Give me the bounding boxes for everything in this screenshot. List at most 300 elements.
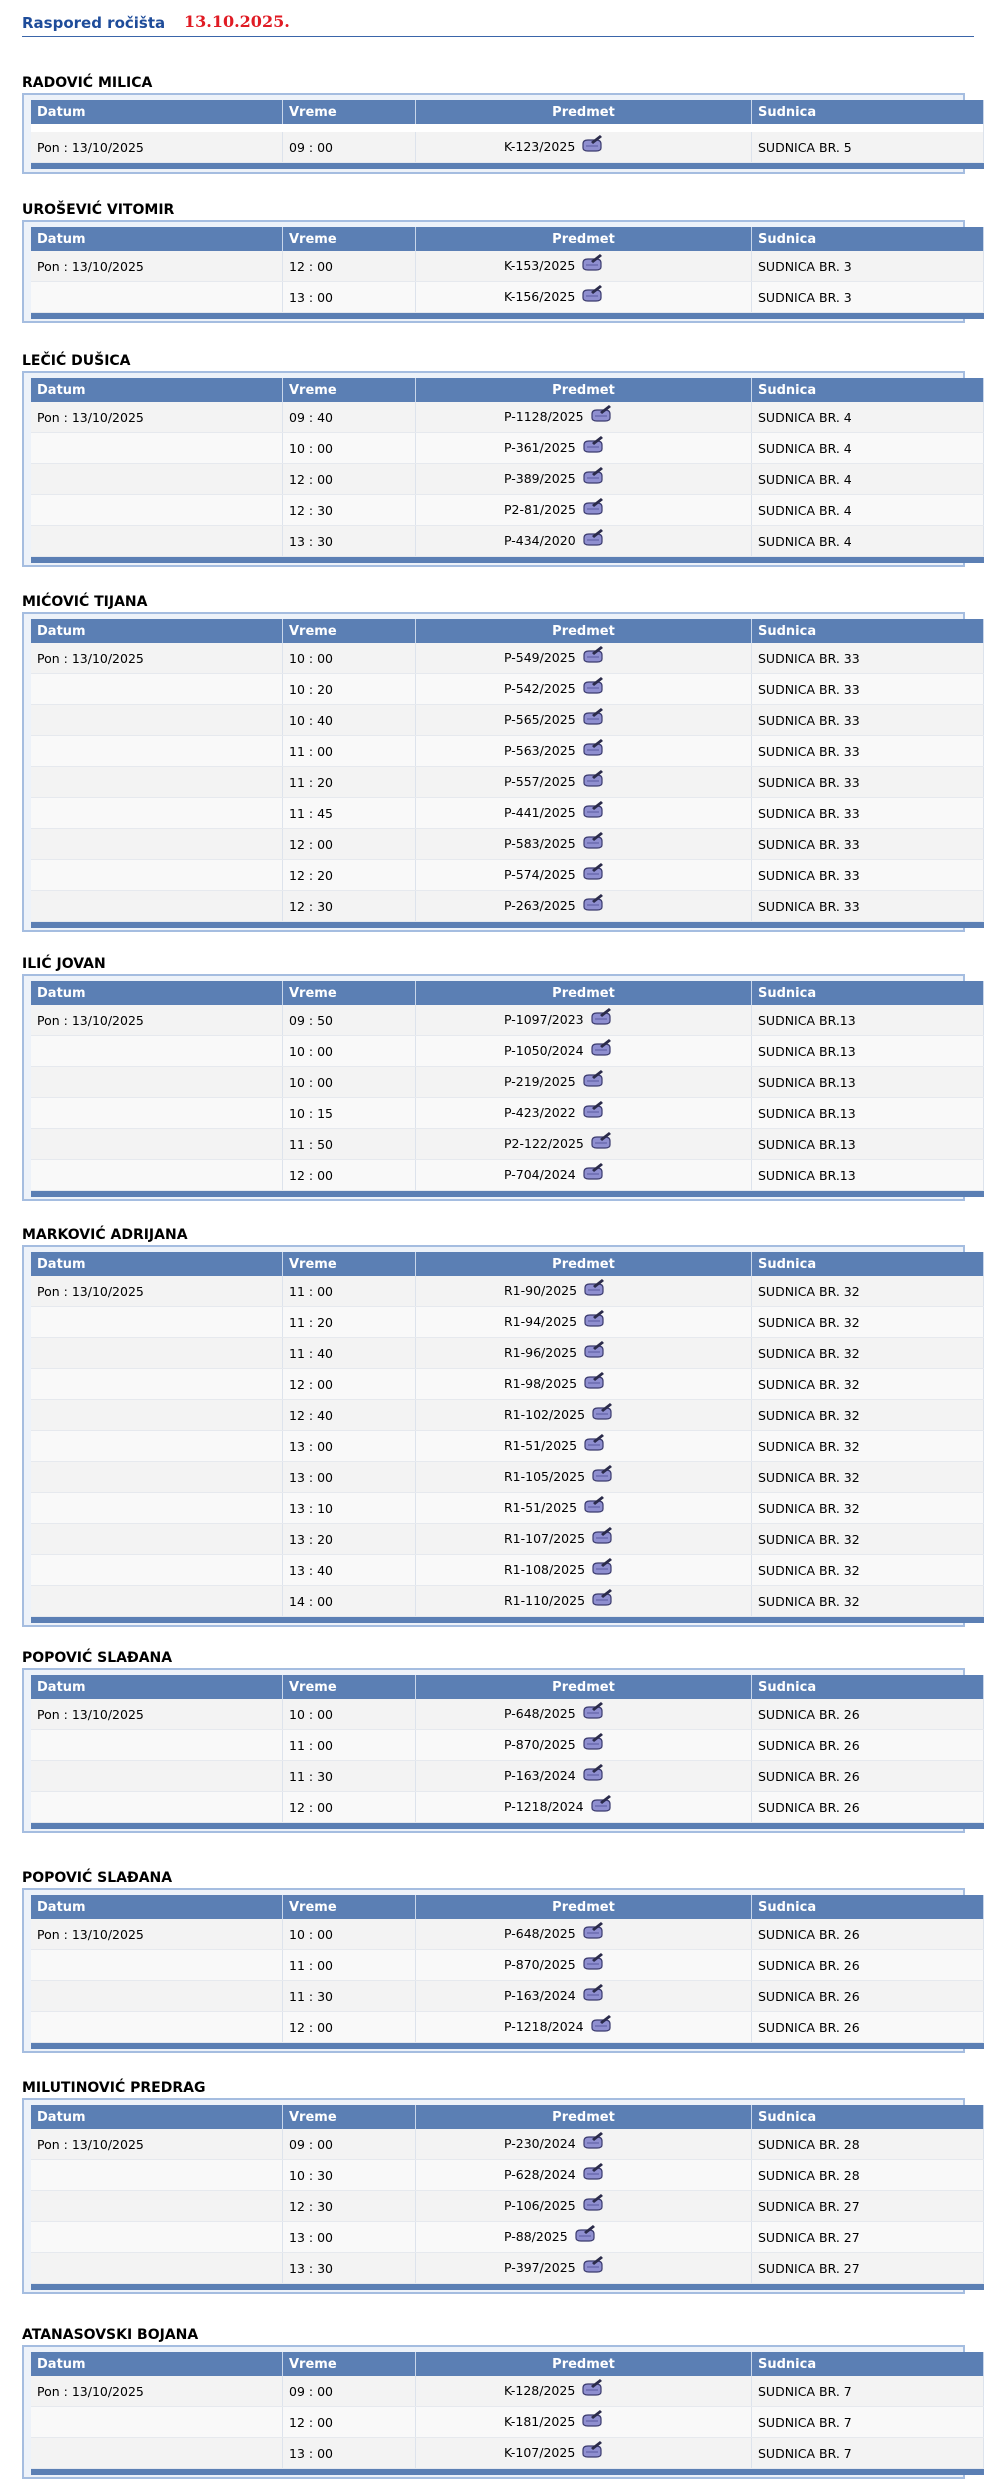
hearing-time: 13 : 00 bbox=[283, 2438, 416, 2469]
table-row bbox=[31, 464, 984, 495]
hearing-case bbox=[416, 2376, 752, 2407]
hearing-date: Pon : 13/10/2025 bbox=[31, 2376, 283, 2407]
hearing-case bbox=[416, 1586, 752, 1617]
gavel-icon[interactable] bbox=[582, 1100, 604, 1121]
case-number-wrap bbox=[504, 1924, 604, 1945]
gavel-icon[interactable] bbox=[582, 1162, 604, 1183]
hearing-courtroom: SUDNICA BR. 7 bbox=[752, 2438, 984, 2469]
gavel-icon[interactable] bbox=[583, 1278, 605, 1299]
hearing-time: 14 : 00 bbox=[283, 1586, 416, 1617]
table-row bbox=[31, 1586, 984, 1617]
gavel-icon[interactable] bbox=[590, 1007, 612, 1028]
hearing-courtroom: SUDNICA BR. 32 bbox=[752, 1338, 984, 1369]
hearing-courtroom: SUDNICA BR. 4 bbox=[752, 526, 984, 557]
gavel-icon[interactable] bbox=[582, 1983, 604, 2004]
hearing-date: Pon : 13/10/2025 bbox=[31, 2129, 283, 2160]
hearing-date bbox=[31, 1586, 283, 1617]
case-number-wrap bbox=[504, 1041, 612, 1062]
hearing-date bbox=[31, 433, 283, 464]
column-header-vreme: Vreme bbox=[283, 2105, 416, 2129]
table-row bbox=[31, 1036, 984, 1067]
hearing-courtroom: SUDNICA BR. 26 bbox=[752, 1699, 984, 1730]
table-row bbox=[31, 2253, 984, 2284]
hearing-courtroom: SUDNICA BR. 3 bbox=[752, 282, 984, 313]
hearing-courtroom: SUDNICA BR.13 bbox=[752, 1036, 984, 1067]
table-row bbox=[31, 705, 984, 736]
case-number: P-870/2025 bbox=[504, 1736, 576, 1752]
gavel-icon[interactable] bbox=[590, 404, 612, 425]
table-row bbox=[31, 643, 984, 674]
hearing-case bbox=[416, 495, 752, 526]
hearing-date bbox=[31, 1160, 283, 1191]
gavel-icon[interactable] bbox=[582, 862, 604, 883]
table-row bbox=[31, 132, 984, 163]
case-number-wrap bbox=[504, 1103, 604, 1124]
gavel-icon[interactable] bbox=[583, 1433, 605, 1454]
hearing-case bbox=[416, 1431, 752, 1462]
case-number: P-542/2025 bbox=[504, 680, 576, 696]
hearing-date bbox=[31, 2012, 283, 2043]
case-number-wrap bbox=[504, 2412, 603, 2433]
gavel-icon[interactable] bbox=[581, 2378, 603, 2399]
case-number: P-648/2025 bbox=[504, 1925, 576, 1941]
gavel-icon[interactable] bbox=[591, 1588, 613, 1609]
gavel-icon[interactable] bbox=[591, 1464, 613, 1485]
column-header-predmet: Predmet bbox=[416, 378, 752, 402]
table-row bbox=[31, 495, 984, 526]
case-number: P-397/2025 bbox=[504, 2259, 576, 2275]
hearing-table bbox=[31, 1252, 984, 1623]
hearing-time: 12 : 00 bbox=[283, 2407, 416, 2438]
case-number-wrap bbox=[504, 1165, 604, 1186]
case-number-wrap bbox=[504, 896, 604, 917]
hearing-courtroom: SUDNICA BR. 33 bbox=[752, 674, 984, 705]
gavel-icon[interactable] bbox=[582, 2131, 604, 2152]
judge-name: LEČIĆ DUŠICA bbox=[22, 353, 131, 369]
hearing-courtroom: SUDNICA BR. 26 bbox=[752, 1761, 984, 1792]
case-number-wrap bbox=[504, 256, 603, 277]
case-number: P-361/2025 bbox=[504, 439, 576, 455]
hearing-date bbox=[31, 1098, 283, 1129]
case-number-wrap bbox=[504, 1766, 604, 1787]
hearing-courtroom: SUDNICA BR. 33 bbox=[752, 736, 984, 767]
gavel-icon[interactable] bbox=[583, 1371, 605, 1392]
hearing-courtroom: SUDNICA BR. 32 bbox=[752, 1276, 984, 1307]
gavel-icon[interactable] bbox=[583, 1340, 605, 1361]
hearing-time: 09 : 50 bbox=[283, 1005, 416, 1036]
table-row bbox=[31, 1761, 984, 1792]
hearing-date bbox=[31, 1555, 283, 1586]
gavel-icon[interactable] bbox=[591, 1526, 613, 1547]
hearing-case bbox=[416, 1950, 752, 1981]
hearing-date bbox=[31, 1369, 283, 1400]
case-number: P-230/2024 bbox=[504, 2135, 576, 2151]
hearing-case bbox=[416, 282, 752, 313]
hearing-time: 09 : 00 bbox=[283, 132, 416, 163]
judge-name: ILIĆ JOVAN bbox=[22, 956, 106, 972]
gavel-icon[interactable] bbox=[590, 1038, 612, 1059]
case-number-wrap bbox=[504, 1436, 605, 1457]
hearing-case bbox=[416, 1098, 752, 1129]
judge-name: MILUTINOVIĆ PREDRAG bbox=[22, 2080, 206, 2096]
hearing-time: 10 : 00 bbox=[283, 1699, 416, 1730]
hearing-courtroom: SUDNICA BR. 27 bbox=[752, 2222, 984, 2253]
hearing-time: 12 : 30 bbox=[283, 891, 416, 922]
hearing-case bbox=[416, 1981, 752, 2012]
hearing-time: 11 : 20 bbox=[283, 767, 416, 798]
hearing-time: 11 : 40 bbox=[283, 1338, 416, 1369]
column-header-vreme: Vreme bbox=[283, 981, 416, 1005]
gavel-icon[interactable] bbox=[582, 435, 604, 456]
column-header-vreme: Vreme bbox=[283, 619, 416, 643]
gavel-icon[interactable] bbox=[581, 134, 603, 155]
gavel-icon[interactable] bbox=[581, 253, 603, 274]
hearing-date bbox=[31, 282, 283, 313]
hearing-courtroom: SUDNICA BR. 32 bbox=[752, 1431, 984, 1462]
hearing-date: Pon : 13/10/2025 bbox=[31, 643, 283, 674]
table-row bbox=[31, 282, 984, 313]
hearing-case bbox=[416, 1307, 752, 1338]
case-number: P2-81/2025 bbox=[504, 501, 576, 517]
case-number: R1-51/2025 bbox=[504, 1499, 578, 1515]
gavel-icon[interactable] bbox=[582, 2193, 604, 2214]
hearing-time: 12 : 00 bbox=[283, 464, 416, 495]
gavel-icon[interactable] bbox=[582, 893, 604, 914]
gavel-icon[interactable] bbox=[582, 676, 604, 697]
table-header-row bbox=[31, 2105, 984, 2129]
column-header-vreme: Vreme bbox=[283, 1675, 416, 1699]
hearing-date bbox=[31, 1761, 283, 1792]
case-number: P-423/2022 bbox=[504, 1104, 576, 1120]
case-number: P-563/2025 bbox=[504, 742, 576, 758]
table-row bbox=[31, 798, 984, 829]
hearing-table bbox=[31, 2105, 984, 2290]
hearing-date bbox=[31, 829, 283, 860]
hearing-courtroom: SUDNICA BR. 26 bbox=[752, 2012, 984, 2043]
gavel-icon[interactable] bbox=[591, 1402, 613, 1423]
case-number: R1-110/2025 bbox=[504, 1592, 586, 1608]
hearing-table-box bbox=[22, 1668, 965, 1833]
table-row bbox=[31, 1462, 984, 1493]
case-number-wrap bbox=[504, 1467, 613, 1488]
hearing-courtroom: SUDNICA BR. 32 bbox=[752, 1586, 984, 1617]
hearing-case bbox=[416, 2160, 752, 2191]
judge-section bbox=[22, 1227, 969, 1627]
spacer-row bbox=[31, 124, 984, 132]
gavel-icon[interactable] bbox=[581, 284, 603, 305]
hearing-time: 11 : 00 bbox=[283, 1950, 416, 1981]
hearing-courtroom: SUDNICA BR. 33 bbox=[752, 860, 984, 891]
hearing-date bbox=[31, 891, 283, 922]
hearing-time: 10 : 00 bbox=[283, 433, 416, 464]
table-row bbox=[31, 2222, 984, 2253]
case-number-wrap bbox=[504, 469, 604, 490]
case-number: K-156/2025 bbox=[504, 288, 576, 304]
table-row bbox=[31, 1431, 984, 1462]
hearing-case bbox=[416, 1338, 752, 1369]
hearing-time: 10 : 00 bbox=[283, 1919, 416, 1950]
case-number: R1-107/2025 bbox=[504, 1530, 586, 1546]
gavel-icon[interactable] bbox=[582, 528, 604, 549]
hearing-courtroom: SUDNICA BR. 27 bbox=[752, 2253, 984, 2284]
hearing-date bbox=[31, 674, 283, 705]
hearing-case bbox=[416, 2129, 752, 2160]
hearing-case bbox=[416, 1276, 752, 1307]
case-number: R1-94/2025 bbox=[504, 1313, 578, 1329]
hearing-table bbox=[31, 619, 984, 928]
hearing-courtroom: SUDNICA BR. 7 bbox=[752, 2407, 984, 2438]
hearing-case bbox=[416, 1493, 752, 1524]
table-row bbox=[31, 2012, 984, 2043]
gavel-icon[interactable] bbox=[574, 2224, 596, 2245]
table-header-row bbox=[31, 1252, 984, 1276]
table-row bbox=[31, 2129, 984, 2160]
hearing-table-box bbox=[22, 93, 965, 174]
case-number-wrap bbox=[504, 865, 604, 886]
hearing-time: 12 : 30 bbox=[283, 2191, 416, 2222]
hearing-date bbox=[31, 1981, 283, 2012]
gavel-icon[interactable] bbox=[582, 2162, 604, 2183]
case-number-wrap bbox=[504, 772, 604, 793]
gavel-icon[interactable] bbox=[582, 1952, 604, 1973]
gavel-icon[interactable] bbox=[582, 738, 604, 759]
case-number: P-106/2025 bbox=[504, 2197, 576, 2213]
case-number-wrap bbox=[504, 287, 603, 308]
table-row bbox=[31, 1369, 984, 1400]
table-row bbox=[31, 1730, 984, 1761]
table-row bbox=[31, 2407, 984, 2438]
hearing-case bbox=[416, 1369, 752, 1400]
table-row bbox=[31, 1098, 984, 1129]
hearing-courtroom: SUDNICA BR.13 bbox=[752, 1160, 984, 1191]
hearing-case bbox=[416, 1067, 752, 1098]
hearing-date: Pon : 13/10/2025 bbox=[31, 1919, 283, 1950]
page-title: Raspored ročišta bbox=[22, 14, 166, 32]
gavel-icon[interactable] bbox=[590, 2014, 612, 2035]
hearing-time: 13 : 20 bbox=[283, 1524, 416, 1555]
hearing-date bbox=[31, 1067, 283, 1098]
column-header-datum: Datum bbox=[31, 1895, 283, 1919]
hearing-date bbox=[31, 860, 283, 891]
case-number: P-389/2025 bbox=[504, 470, 576, 486]
hearing-case bbox=[416, 2253, 752, 2284]
hearing-time: 09 : 00 bbox=[283, 2129, 416, 2160]
case-number-wrap bbox=[504, 1560, 613, 1581]
hearing-time: 10 : 00 bbox=[283, 1067, 416, 1098]
hearing-date: Pon : 13/10/2025 bbox=[31, 251, 283, 282]
hearing-date: Pon : 13/10/2025 bbox=[31, 402, 283, 433]
case-number: P-870/2025 bbox=[504, 1956, 576, 1972]
hearing-table-box bbox=[22, 1888, 965, 2053]
column-header-datum: Datum bbox=[31, 1252, 283, 1276]
gavel-icon[interactable] bbox=[582, 1069, 604, 1090]
column-header-sudnica: Sudnica bbox=[752, 100, 984, 124]
hearing-case bbox=[416, 1129, 752, 1160]
case-number: P-1218/2024 bbox=[504, 2018, 584, 2034]
hearing-date bbox=[31, 526, 283, 557]
hearing-courtroom: SUDNICA BR. 32 bbox=[752, 1462, 984, 1493]
hearing-case bbox=[416, 2407, 752, 2438]
hearing-time: 11 : 20 bbox=[283, 1307, 416, 1338]
judge-section bbox=[22, 956, 969, 1201]
hearing-courtroom: SUDNICA BR. 33 bbox=[752, 767, 984, 798]
gavel-icon[interactable] bbox=[582, 1701, 604, 1722]
case-number: P-565/2025 bbox=[504, 711, 576, 727]
case-number: P-1128/2025 bbox=[504, 408, 584, 424]
column-header-datum: Datum bbox=[31, 100, 283, 124]
gavel-icon[interactable] bbox=[583, 1495, 605, 1516]
column-header-predmet: Predmet bbox=[416, 2105, 752, 2129]
hearing-date bbox=[31, 1493, 283, 1524]
hearing-case bbox=[416, 736, 752, 767]
case-number: P-1097/2023 bbox=[504, 1011, 584, 1027]
column-header-predmet: Predmet bbox=[416, 1675, 752, 1699]
column-header-sudnica: Sudnica bbox=[752, 619, 984, 643]
hearing-date bbox=[31, 705, 283, 736]
hearing-courtroom: SUDNICA BR. 33 bbox=[752, 798, 984, 829]
gavel-icon[interactable] bbox=[582, 831, 604, 852]
case-number: P-88/2025 bbox=[504, 2228, 568, 2244]
table-footer-bar bbox=[31, 1191, 984, 1198]
hearing-table-box bbox=[22, 612, 965, 932]
hearing-date: Pon : 13/10/2025 bbox=[31, 132, 283, 163]
column-header-vreme: Vreme bbox=[283, 227, 416, 251]
hearing-courtroom: SUDNICA BR. 32 bbox=[752, 1400, 984, 1431]
hearing-courtroom: SUDNICA BR. 27 bbox=[752, 2191, 984, 2222]
table-header-row bbox=[31, 100, 984, 124]
gavel-icon[interactable] bbox=[582, 800, 604, 821]
table-row bbox=[31, 1338, 984, 1369]
table-row bbox=[31, 402, 984, 433]
gavel-icon[interactable] bbox=[582, 1763, 604, 1784]
judge-name: POPOVIĆ SLAĐANA bbox=[22, 1650, 173, 1666]
case-number-wrap bbox=[504, 1072, 604, 1093]
judge-section bbox=[22, 2327, 969, 2479]
hearing-case bbox=[416, 1036, 752, 1067]
case-number-wrap bbox=[504, 2165, 604, 2186]
table-row bbox=[31, 1524, 984, 1555]
gavel-icon[interactable] bbox=[582, 1732, 604, 1753]
hearing-time: 13 : 00 bbox=[283, 2222, 416, 2253]
gavel-icon[interactable] bbox=[582, 769, 604, 790]
table-row bbox=[31, 2160, 984, 2191]
hearing-table bbox=[31, 1895, 984, 2049]
hearing-date bbox=[31, 2407, 283, 2438]
hearing-time: 12 : 00 bbox=[283, 251, 416, 282]
case-number: P-163/2024 bbox=[504, 1987, 576, 2003]
table-row bbox=[31, 674, 984, 705]
column-header-sudnica: Sudnica bbox=[752, 227, 984, 251]
gavel-icon[interactable] bbox=[581, 2440, 603, 2461]
gavel-icon[interactable] bbox=[582, 2255, 604, 2276]
hearing-time: 13 : 10 bbox=[283, 1493, 416, 1524]
hearing-table-box bbox=[22, 2345, 965, 2479]
column-header-predmet: Predmet bbox=[416, 100, 752, 124]
table-footer-bar bbox=[31, 313, 984, 320]
hearing-table bbox=[31, 981, 984, 1197]
hearing-courtroom: SUDNICA BR. 28 bbox=[752, 2129, 984, 2160]
hearing-case bbox=[416, 464, 752, 495]
hearing-time: 12 : 00 bbox=[283, 2012, 416, 2043]
hearing-courtroom: SUDNICA BR. 4 bbox=[752, 402, 984, 433]
gavel-icon[interactable] bbox=[590, 1794, 612, 1815]
hearing-courtroom: SUDNICA BR.13 bbox=[752, 1098, 984, 1129]
case-number: P-583/2025 bbox=[504, 835, 576, 851]
case-number-wrap bbox=[504, 2134, 604, 2155]
case-number-wrap bbox=[504, 1343, 605, 1364]
column-header-datum: Datum bbox=[31, 227, 283, 251]
hearing-courtroom: SUDNICA BR. 4 bbox=[752, 433, 984, 464]
column-header-predmet: Predmet bbox=[416, 619, 752, 643]
hearing-case bbox=[416, 1919, 752, 1950]
hearing-case bbox=[416, 674, 752, 705]
case-number-wrap bbox=[504, 710, 604, 731]
hearing-date: Pon : 13/10/2025 bbox=[31, 1276, 283, 1307]
case-number-wrap bbox=[504, 1374, 605, 1395]
case-number-wrap bbox=[504, 438, 604, 459]
hearing-case bbox=[416, 829, 752, 860]
hearing-table-box bbox=[22, 1245, 965, 1627]
hearing-table-box bbox=[22, 220, 965, 323]
table-row bbox=[31, 767, 984, 798]
hearing-time: 10 : 00 bbox=[283, 643, 416, 674]
hearing-case bbox=[416, 1730, 752, 1761]
gavel-icon[interactable] bbox=[582, 645, 604, 666]
hearing-case bbox=[416, 1761, 752, 1792]
case-number: P2-122/2025 bbox=[504, 1135, 584, 1151]
case-number: R1-102/2025 bbox=[504, 1406, 586, 1422]
case-number-wrap bbox=[504, 2258, 604, 2279]
hearing-courtroom: SUDNICA BR. 5 bbox=[752, 132, 984, 163]
column-header-vreme: Vreme bbox=[283, 1252, 416, 1276]
gavel-icon[interactable] bbox=[582, 497, 604, 518]
gavel-icon[interactable] bbox=[582, 707, 604, 728]
hearing-time: 13 : 00 bbox=[283, 1462, 416, 1493]
table-row bbox=[31, 1555, 984, 1586]
gavel-icon[interactable] bbox=[590, 1131, 612, 1152]
hearing-time: 10 : 20 bbox=[283, 674, 416, 705]
case-number-wrap bbox=[504, 1281, 605, 1302]
case-number: K-128/2025 bbox=[504, 2382, 576, 2398]
case-number-wrap bbox=[504, 2443, 603, 2464]
table-row bbox=[31, 1276, 984, 1307]
hearing-time: 12 : 00 bbox=[283, 1792, 416, 1823]
column-header-predmet: Predmet bbox=[416, 2352, 752, 2376]
table-header-row bbox=[31, 619, 984, 643]
hearing-table bbox=[31, 378, 984, 563]
case-number-wrap bbox=[504, 1134, 612, 1155]
gavel-icon[interactable] bbox=[591, 1557, 613, 1578]
column-header-vreme: Vreme bbox=[283, 1895, 416, 1919]
hearing-courtroom: SUDNICA BR. 28 bbox=[752, 2160, 984, 2191]
table-row bbox=[31, 1919, 984, 1950]
hearing-courtroom: SUDNICA BR. 26 bbox=[752, 1919, 984, 1950]
judge-name: RADOVIĆ MILICA bbox=[22, 75, 153, 91]
table-row bbox=[31, 829, 984, 860]
hearing-courtroom: SUDNICA BR. 33 bbox=[752, 891, 984, 922]
table-row bbox=[31, 2438, 984, 2469]
hearing-case bbox=[416, 1400, 752, 1431]
gavel-icon[interactable] bbox=[583, 1309, 605, 1330]
case-number: K-107/2025 bbox=[504, 2444, 576, 2460]
hearing-date bbox=[31, 1036, 283, 1067]
gavel-icon[interactable] bbox=[581, 2409, 603, 2430]
gavel-icon[interactable] bbox=[582, 1921, 604, 1942]
hearing-time: 09 : 40 bbox=[283, 402, 416, 433]
hearing-time: 12 : 40 bbox=[283, 1400, 416, 1431]
gavel-icon[interactable] bbox=[582, 466, 604, 487]
column-header-sudnica: Sudnica bbox=[752, 1252, 984, 1276]
